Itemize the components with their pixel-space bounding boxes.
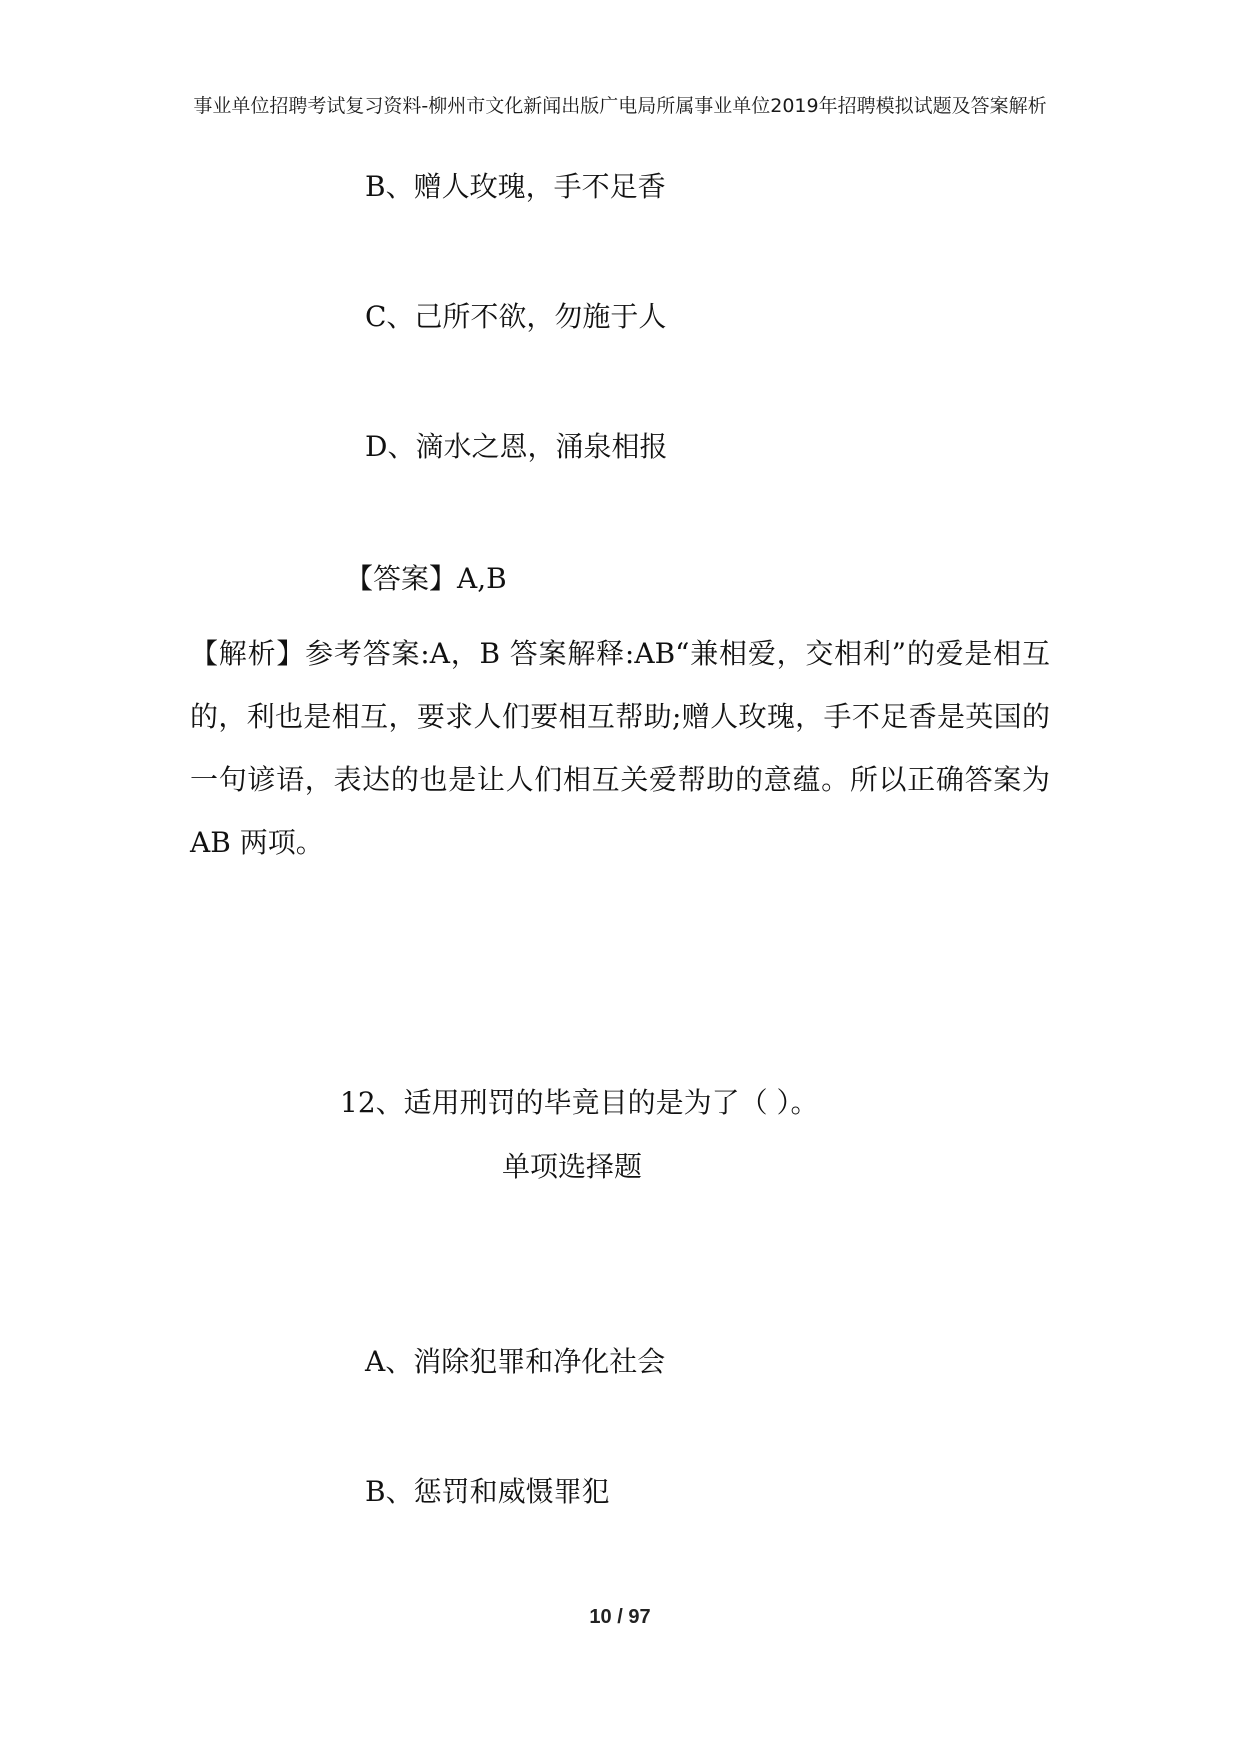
q12-option-a: A、消除犯罪和净化社会 xyxy=(365,1345,666,1378)
q12-option-b: B、惩罚和威慑罪犯 xyxy=(365,1475,610,1508)
q11-answer: 【答案】A,B xyxy=(345,562,507,595)
page-header: 事业单位招聘考试复习资料-柳州市文化新闻出版广电局所属事业单位2019年招聘模拟试题及答案解析 xyxy=(193,95,1047,117)
q11-option-b: B、赠人玫瑰，手不足香 xyxy=(365,170,666,203)
q11-analysis: 【解析】参考答案:A，B 答案解释:AB“兼相爱，交相利”的爱是相互的，利也是相互，要求人们要相互帮助;赠人玫瑰，手不足香是英国的一句谚语，表达的也是让人们相互关爱帮助的意蕴。所以正确答案为 AB 两项。 xyxy=(190,637,1050,859)
q12-stem: 12、适用刑罚的毕竟目的是为了（ ）。 xyxy=(340,1086,819,1119)
q11-option-c: C、己所不欲，勿施于人 xyxy=(365,300,667,333)
q12-type: 单项选择题 xyxy=(502,1150,643,1183)
page-number: 10 / 97 xyxy=(589,1606,651,1628)
q11-option-d: D、滴水之恩，涌泉相报 xyxy=(365,430,668,463)
